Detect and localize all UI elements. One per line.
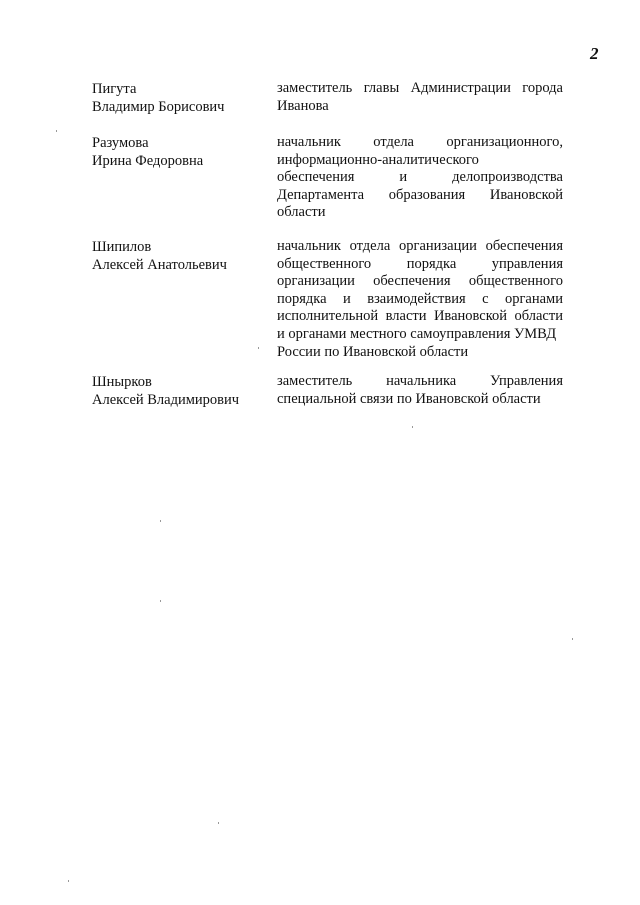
role-word: заместитель — [277, 373, 353, 389]
scan-speck — [56, 130, 57, 132]
position-description — [277, 373, 563, 408]
role-word: заместитель — [277, 80, 353, 96]
surname: Пигута — [92, 81, 137, 97]
role-line — [277, 134, 563, 152]
surname: Разумова — [92, 135, 149, 151]
page-number: 2 — [590, 44, 599, 63]
given-names: Алексей Анатольевич — [92, 257, 227, 273]
person-name — [92, 238, 267, 274]
role-word: Ивановской — [489, 186, 563, 203]
role-word: начальник — [277, 238, 341, 254]
role-word: общественного — [468, 273, 563, 290]
role-word: органами — [504, 290, 563, 307]
scan-speck — [160, 600, 161, 602]
given-names: Владимир Борисович — [92, 99, 225, 115]
role-word: города — [522, 80, 563, 96]
role-line — [277, 169, 563, 187]
role-word: порядка — [406, 255, 457, 272]
position-description — [277, 134, 563, 222]
role-word: взаимодействия — [367, 290, 466, 307]
role-word: обеспечения — [485, 238, 563, 254]
role-word: начальника — [386, 373, 457, 389]
role-line — [277, 308, 563, 326]
role-line: информационно-аналитического — [277, 151, 479, 168]
role-line — [277, 187, 563, 205]
role-word: начальник — [277, 134, 341, 150]
scan-speck — [68, 880, 69, 882]
role-word: области — [514, 308, 563, 325]
role-word: исполнительной — [277, 308, 379, 325]
role-line: специальной связи по Ивановской области — [277, 390, 541, 407]
role-word: отдела — [373, 134, 414, 150]
role-line — [277, 373, 563, 391]
person-name — [92, 134, 267, 170]
position-description — [277, 238, 563, 361]
person-name — [92, 373, 267, 409]
role-word: с — [482, 290, 489, 307]
role-line — [277, 273, 563, 291]
role-word: порядка — [277, 290, 327, 307]
role-word: организации — [277, 273, 355, 290]
role-word: Администрации — [410, 80, 511, 96]
role-word: общественного — [277, 255, 372, 272]
role-word: управления — [491, 255, 563, 272]
role-word: Департамента — [277, 186, 365, 203]
position-description — [277, 80, 563, 115]
role-line — [277, 80, 563, 98]
scan-speck — [412, 426, 413, 428]
role-word: делопроизводства — [452, 169, 563, 186]
role-line: области — [277, 204, 326, 221]
role-word: Ивановской — [433, 308, 508, 325]
role-line: Иванова — [277, 97, 329, 114]
scan-speck — [258, 347, 259, 349]
role-line — [277, 256, 563, 274]
role-word: и — [399, 169, 408, 186]
role-line — [277, 291, 563, 309]
role-word: власти — [385, 308, 427, 325]
role-word: обеспечения — [373, 273, 451, 290]
role-word: главы — [363, 80, 400, 96]
role-word: обеспечения — [277, 169, 355, 186]
scan-speck — [218, 822, 219, 824]
role-word: Управления — [490, 373, 563, 389]
role-word: и — [343, 290, 351, 307]
role-line — [277, 238, 563, 256]
scan-speck — [160, 520, 161, 522]
scan-speck — [572, 638, 573, 640]
role-word: образования — [388, 186, 466, 203]
role-word: организационного, — [446, 134, 563, 150]
surname: Шнырков — [92, 374, 152, 390]
role-line: России по Ивановской области — [277, 343, 469, 360]
person-name — [92, 80, 267, 116]
role-word: отдела — [349, 238, 391, 254]
role-word: организации — [399, 238, 477, 254]
given-names: Ирина Федоровна — [92, 153, 204, 169]
role-line: и органами местного самоуправления УМВД — [277, 325, 557, 342]
surname: Шипилов — [92, 239, 152, 255]
given-names: Алексей Владимирович — [92, 392, 240, 408]
